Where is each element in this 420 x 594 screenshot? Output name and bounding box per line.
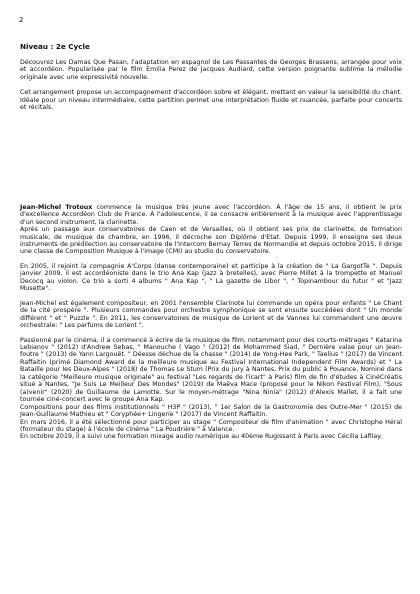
bio-paragraph-2: Après un passage aux conservatoires de Caen et de Versailles, où il obtient ses prix de clarinette, de formation musicale, de musique de chambre, en 1996, il décroche son Diplôme d'Etat. Depuis 1999, il enseigne ses deux instruments de prédilection au conservatoire de l'Intercom Bernay Terres de Normandie et depuis octobre 2015, il dirige une classe de Composition Musique à l'image (CMI) au studio du conservatoire.	[20, 226, 402, 256]
page-content	[20, 42, 402, 441]
page-number: 2	[19, 16, 24, 24]
bio-paragraph-8: En octobre 2019, il a suivi une formation mixage audio numérique au 40ème Rugissant à Paris avec Cécilia Lafilay.	[20, 433, 383, 441]
bio-paragraph-1	[20, 204, 402, 226]
bio-paragraph-7: En mars 2016, il a été sélectionné pour participer au stage " Compositeur de film d'animation " avec Christophe Héral (formateur du stage) à l'école de cinéma " La Poudrière " à Valence.	[20, 418, 402, 433]
bio-paragraph-6: Compositions pour des films institutionnels " H3P " (2013), " 1er Salon de la Gastronomie des Outre-Mer " (2015) de Jean-Guillaume Mathieu et " Coryphée+ Lingerie " (2017) de Vincent Raffaitin.	[20, 403, 402, 419]
level-heading: Niveau : 2e Cycle	[20, 42, 90, 51]
composer-name: Jean-Michel Trotoux	[20, 203, 93, 211]
intro-paragraph-2: Cet arrangement propose un accompagnement d'accordéon sobre et élégant, mettant en valeur la sensibilité du chant. Idéale pour un niveau intermédiaire, cette partition permet une interprétation fluide et nuancée, parfaite pour concerts et récitals.	[20, 89, 402, 112]
bio-paragraph-5: Passionné par le cinéma, il a commencé à écrire de la musique de film, notamment pour des courts-métrages " Katarina Lebianov " (2012) d'Andrew Sebas, " Manouche ( Vago " (2012) de Mohammed Siad, " Dernière valse pour un Jean-foutre " (2013) de Yann Largouët. " Déesse déchue de la chasse " (2014) de Yong-Hee Park, " Taelius " (2017) de Vincent Raffaitin (primé Diamond Award de la meilleure musique au Festival International Independent Film Awards) et " La Bataille pour les Deux-Alpes " (2018) de Thomas Le Stum (Prix du jury à Nantes, Prix du public à Pouance, Nominé dans la catégorie "Meilleure musique originale" au festival "Les regards de l'icart" à Paris) film de fin d'études à CinéCréatis situé à Nantes, "Je Suis Le Meilleur Des Mondes" (2019) de Maëva Mace (proposé pour le Nikon Festival Film), "Sous (a)venir" (2020) de Guillaume de Lamotte. Sur le moyen-métrage "Nina Ninia" (2012) d'Alexis Mallet, il a fait une tournée ciné-concert avec le groupe Ana Kap.	[20, 336, 402, 404]
bio-paragraph-1-text: commence la musique très jeune avec l'accordéon. À l'âge de 15 ans, il obtient le prix d'excellence Accordéon Club de France. À l'adolescence, il se consacre entièrement à la musique avec l'apprentissage d'un second instrument, la clarinette.	[20, 203, 402, 226]
bio-paragraph-4: Jean-Michel est également compositeur, en 2001 l'ensemble Clarinote lui commande un opéra pour enfants " Le Chant de la cité prospère ". Plusieurs commandes pour orchestre symphonique se sont ensuite succédées dont " Un monde différent " et " Puzzle ". En 2011, les conservatoires de musique de Lorient et de Vannes lui commandent une œuvre orchestrale: " Les parfums de Lorient ".	[20, 299, 402, 330]
bio-paragraph-3: En 2005, il rejoint la compagnie A'Corps (danse contemporaine) et participe à la création de " La GargotTe ". Depuis janvier 2009, il est accordéoniste dans le trio Ana Kap (jazz à bretelles), avec Pierre Millet à la trompette et Manuel Decocq au violon. Ce trio a sorti 4 albums " Ana Kap ", " La gazette de Libor ", " Topinambour du futur " et "Jazz Musette".	[20, 262, 402, 293]
intro-paragraph-1: Découvrez Les Damas Que Pasan, l'adaptation en espagnol de Les Passantes de Georges Brassens, arrangée pour voix et accordéon. Popularisée par le film Emilia Perez de Jacques Audiard, cette version poignante sublime la mélodie originale avec une expressivité nouvelle.	[20, 59, 402, 81]
